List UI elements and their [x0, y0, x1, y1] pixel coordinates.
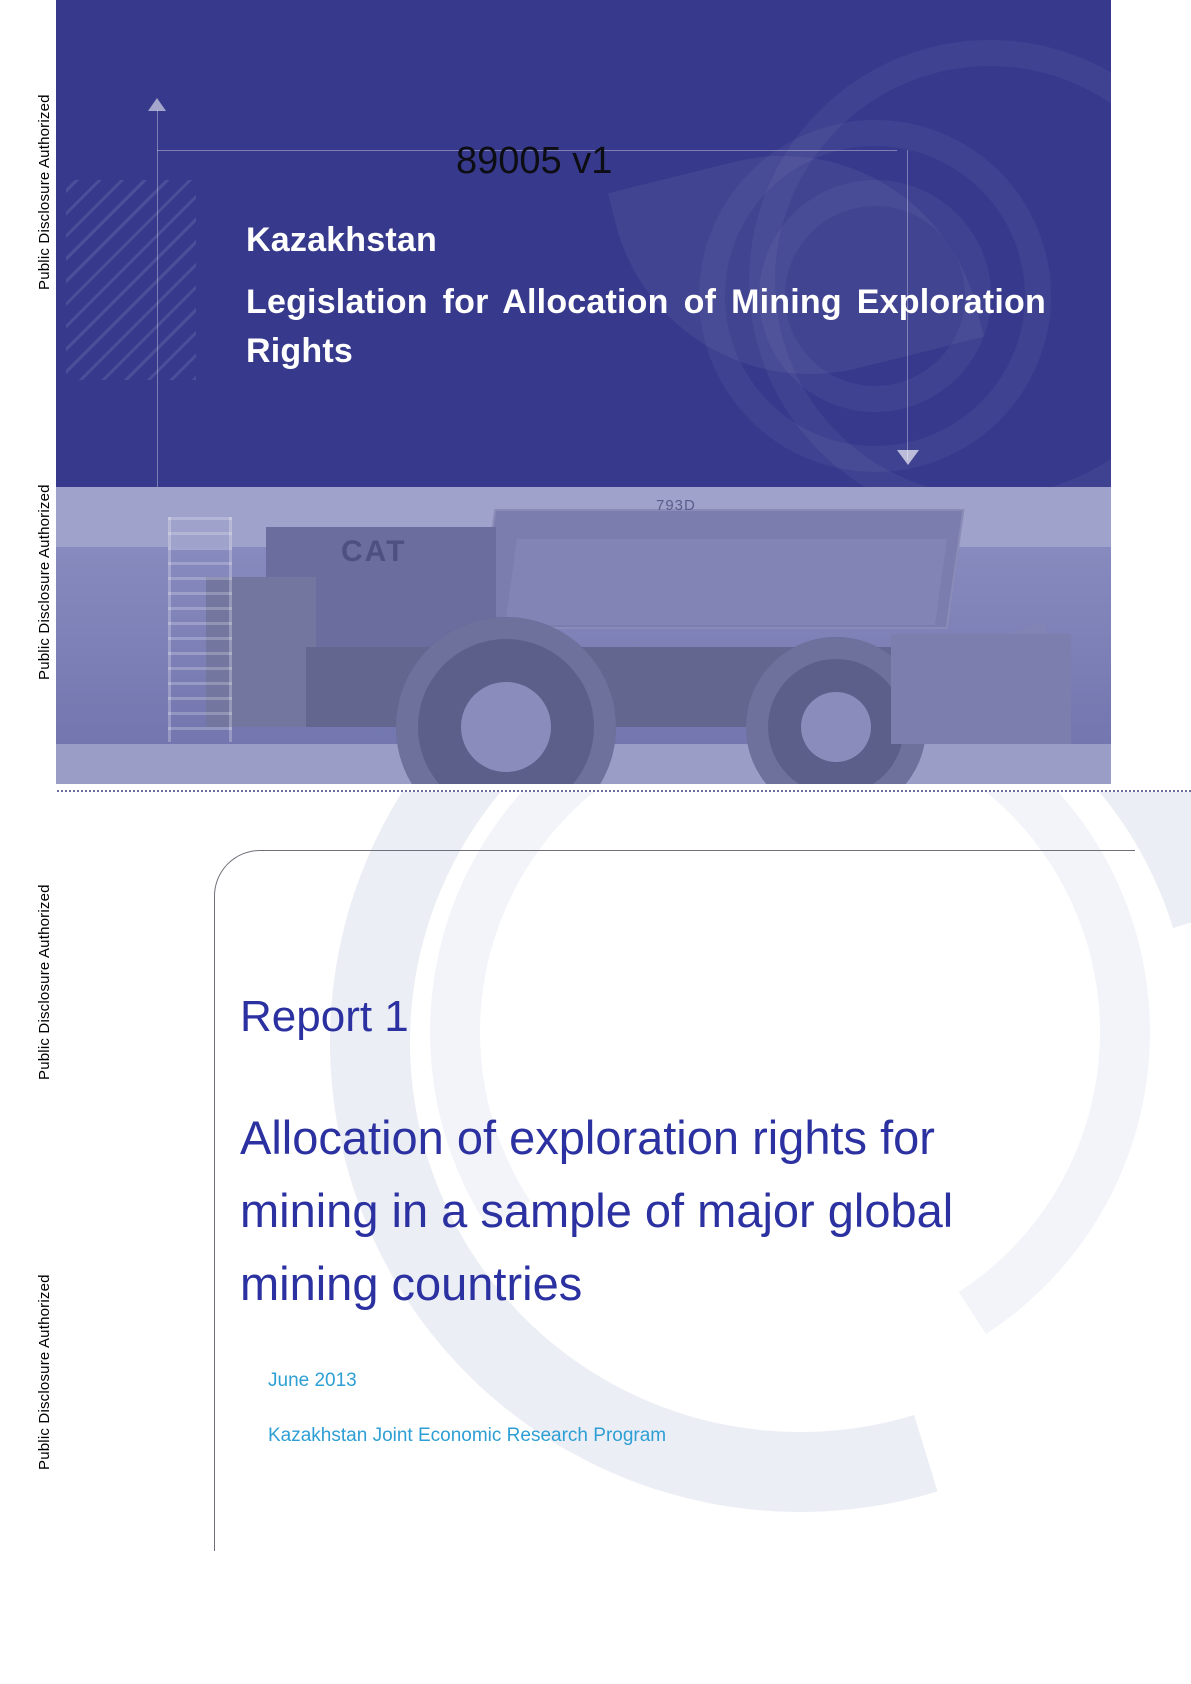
truck-model-text: 793D: [656, 497, 696, 514]
hatch-decoration: [66, 180, 196, 380]
cat-logo-text: CAT: [341, 535, 407, 568]
disclosure-label-3: Public Disclosure Authorized: [36, 884, 53, 1080]
cover-title-block: [246, 218, 1046, 376]
cover-main-title: Legislation for Allocation of Mining Exploration Rights: [246, 282, 1046, 371]
report-date: June 2013: [268, 1370, 357, 1391]
cover-country-title: Kazakhstan: [246, 221, 437, 259]
truck-bed-inner: [505, 539, 947, 625]
cover-photo: [56, 487, 1111, 784]
triangle-up-icon: [148, 98, 166, 111]
report-label: Report 1: [240, 992, 409, 1041]
guide-line-vertical-left: [157, 110, 158, 487]
disclosure-label-1: Public Disclosure Authorized: [36, 94, 53, 290]
truck-ladder: [168, 517, 232, 742]
document-number: 89005 v1: [456, 140, 613, 182]
report-text-block: [240, 992, 1040, 1321]
cover-header-band: [56, 0, 1111, 487]
disclosure-label-2: Public Disclosure Authorized: [36, 484, 53, 680]
cover-lower-section: [0, 792, 1191, 1684]
excavator-body: [891, 634, 1071, 744]
report-program: Kazakhstan Joint Economic Research Program: [268, 1425, 667, 1446]
report-title: Allocation of exploration rights for mining in a sample of major global mining countries: [240, 1111, 954, 1310]
disclosure-label-4: Public Disclosure Authorized: [36, 1274, 53, 1470]
triangle-down-icon: [897, 450, 919, 465]
wheel-hub-front: [461, 682, 551, 772]
wheel-hub-rear: [801, 692, 871, 762]
